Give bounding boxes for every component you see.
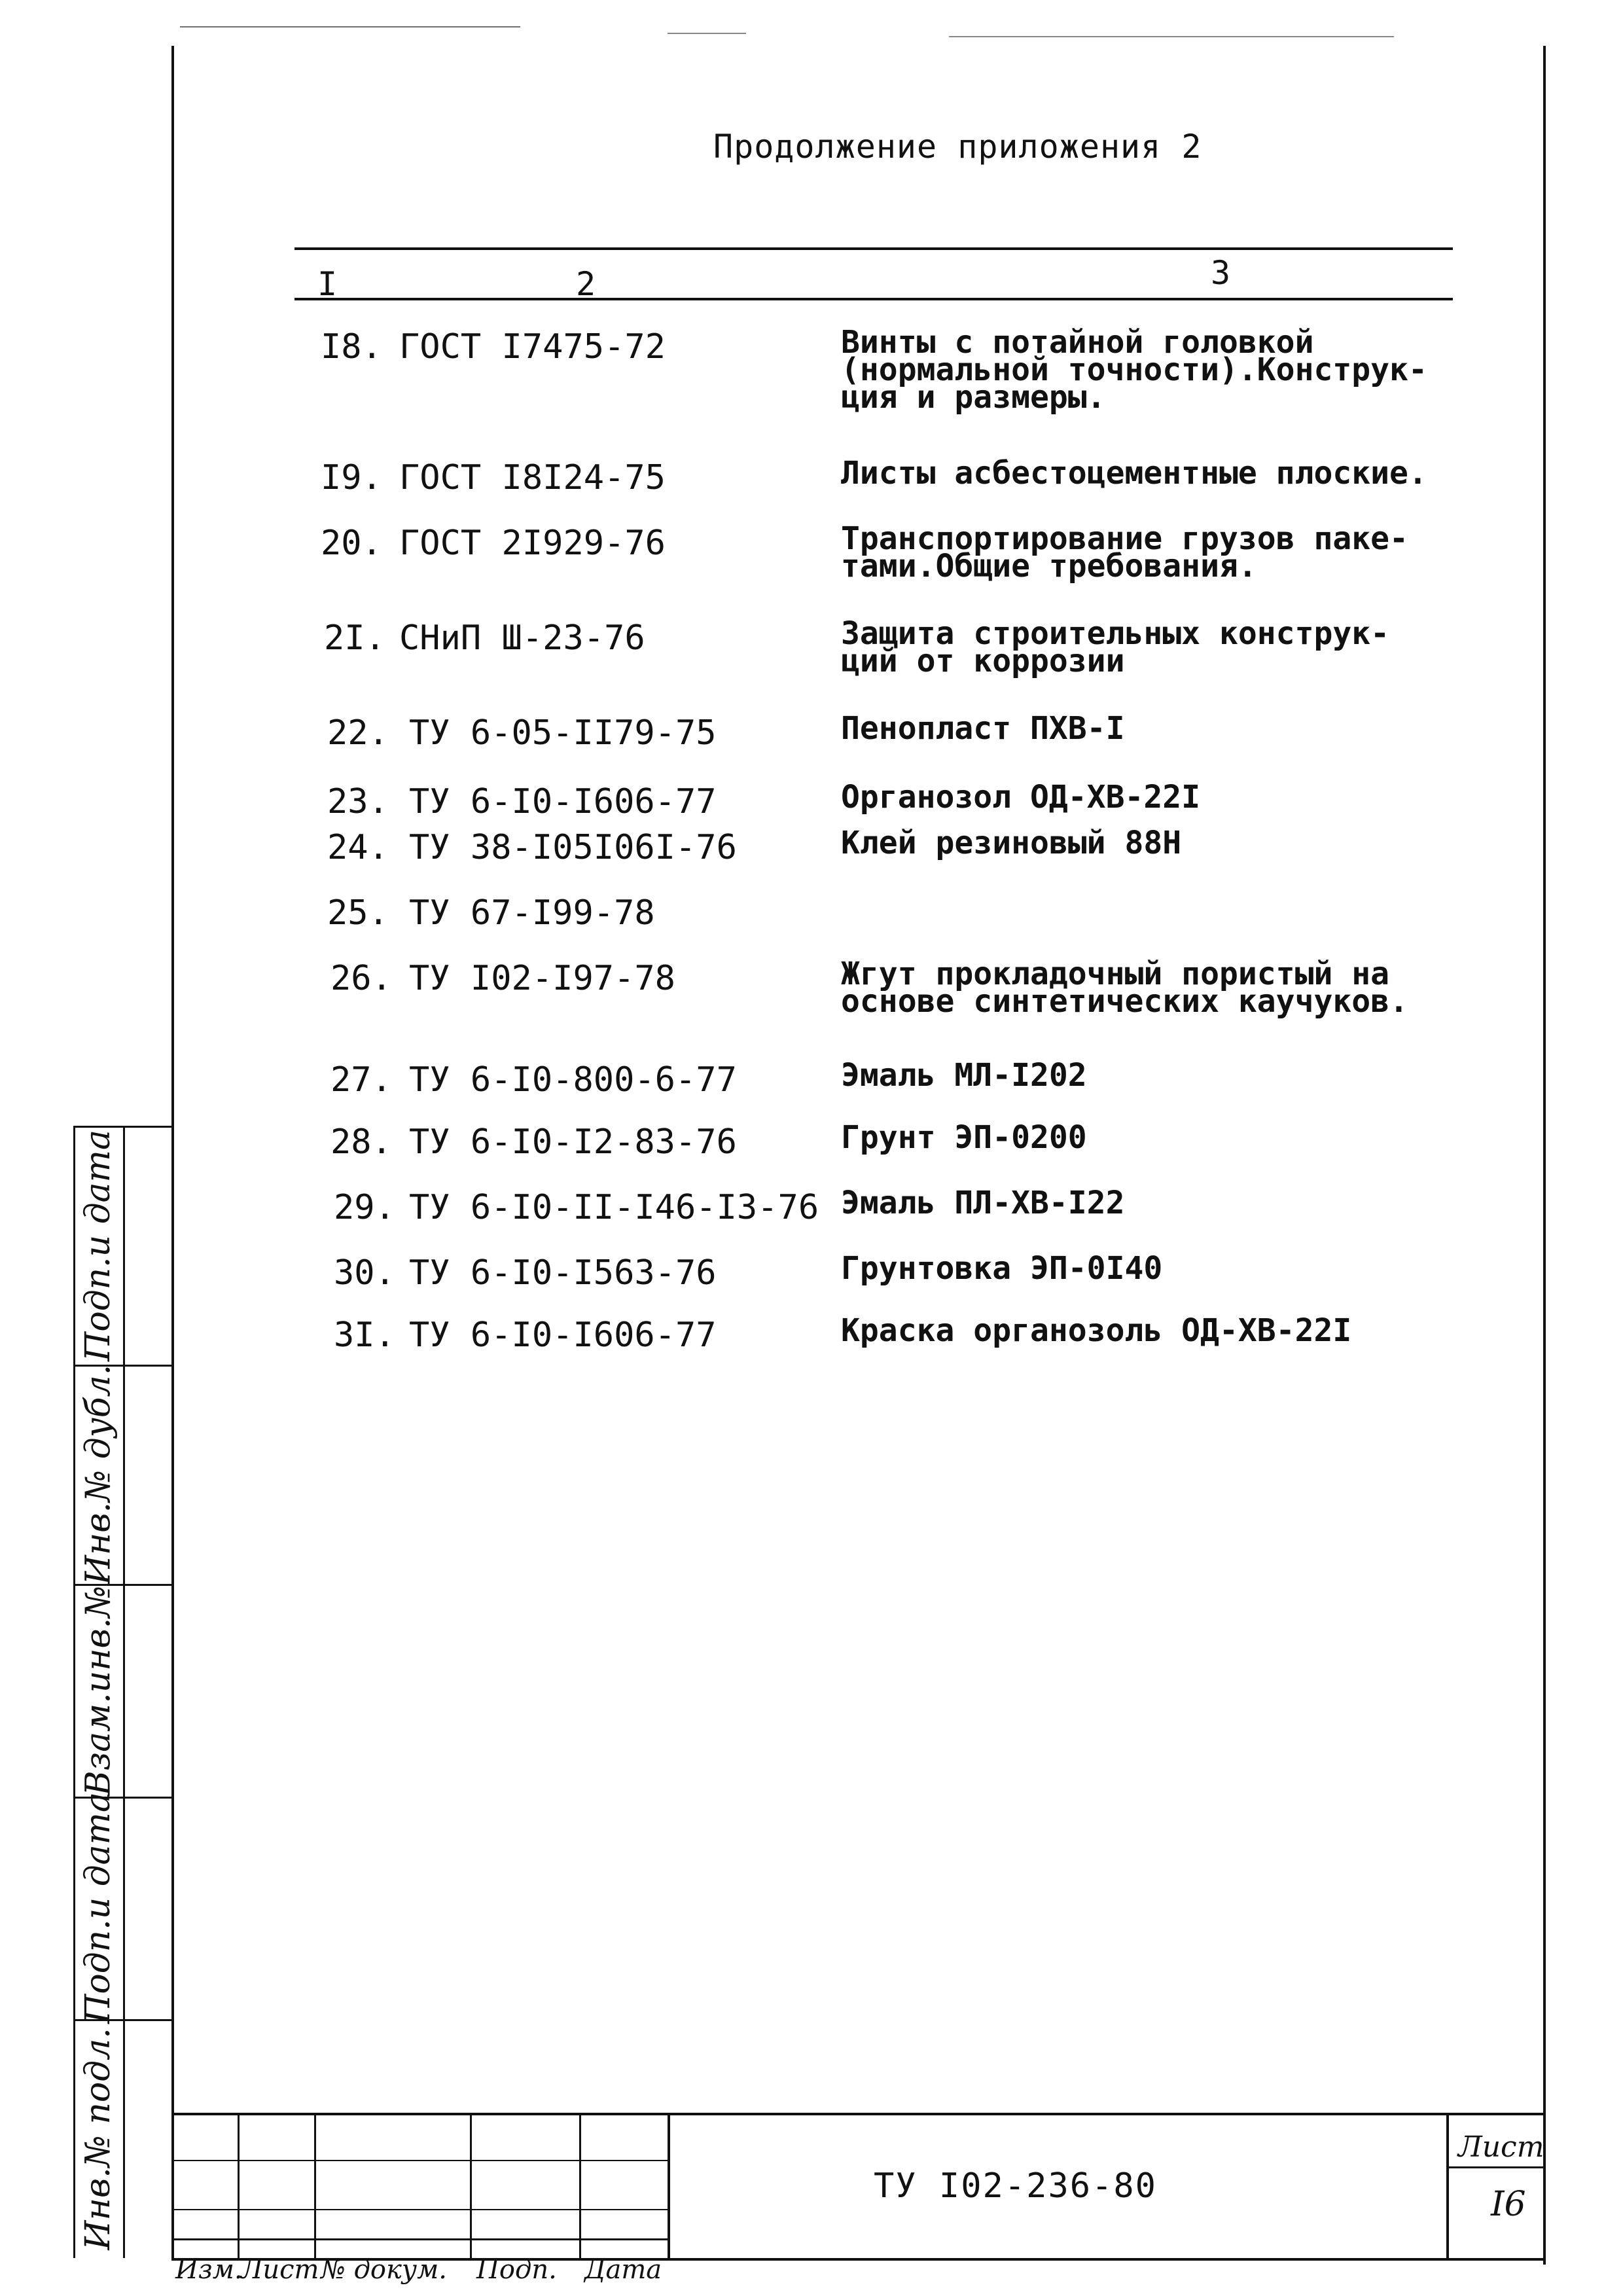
standard-code: ТУ 6-I0-I606-77 (409, 1316, 717, 1355)
standard-code: СНиП Ш-23-76 (399, 619, 645, 658)
description-line: ция и размеры. (841, 379, 1106, 416)
description-line: Пенопласт ПХВ-I (841, 710, 1125, 747)
description-line: Грунт ЭП-0200 (841, 1119, 1087, 1156)
description (841, 324, 1469, 416)
top-scan-mark (180, 26, 520, 27)
stamp-label-original-inv: Инв.№ подл. (79, 2027, 118, 2250)
description (841, 455, 1469, 492)
titleblock-label-signature: Подп. (476, 2255, 557, 2285)
standard-code: ТУ 6-I0-I563-76 (409, 1253, 717, 1293)
row-number: 28. (330, 1122, 392, 1162)
description (841, 1250, 1469, 1287)
frame-left-border (171, 46, 174, 2258)
description-line: Защита строительных конструк- (841, 615, 1390, 652)
description (841, 710, 1469, 747)
description-line: тами.Общие требования. (841, 548, 1257, 584)
top-scan-mark-2 (668, 33, 746, 34)
page-title: Продолжение приложения 2 (713, 128, 1202, 166)
standard-code: ТУ 6-I0-800-6-77 (409, 1060, 737, 1100)
standard-code: ТУ 6-05-II79-75 (409, 713, 717, 753)
description (841, 1057, 1469, 1094)
standard-code: ТУ 67-I99-78 (409, 893, 655, 933)
description-line: Клей резиновый 88Н (841, 825, 1182, 861)
document-code: ТУ I02-236-80 (874, 2166, 1157, 2206)
titleblock-col-3 (470, 2113, 472, 2260)
description (841, 520, 1469, 584)
description-line: Транспортирование грузов паке- (841, 520, 1408, 557)
description-line: Грунтовка ЭП-0I40 (841, 1250, 1163, 1287)
description (841, 1119, 1469, 1156)
titleblock-sheet-divider (1446, 2166, 1544, 2168)
row-number: 22. (327, 713, 389, 753)
titleblock-top (171, 2113, 1546, 2115)
titleblock-col-2 (314, 2113, 316, 2260)
description-line: Жгут прокладочный пористый на (841, 956, 1390, 992)
stamp-cell-sign-date-2 (73, 1792, 123, 2024)
titleblock-col-6 (1446, 2113, 1449, 2260)
column-header-2: 2 (576, 265, 596, 303)
table-header-rule (294, 298, 1453, 300)
standard-code: ГОСТ I7475-72 (399, 327, 666, 367)
titleblock-row-3 (171, 2238, 669, 2240)
row-number: 2I. (324, 619, 385, 658)
standard-code: ГОСТ I8I24-75 (399, 458, 666, 497)
titleblock-row-1 (171, 2160, 669, 2161)
description (841, 825, 1469, 861)
description-line: (нормальной точности).Конструк- (841, 351, 1427, 388)
standard-code: ТУ 6-I0-I2-83-76 (409, 1122, 737, 1162)
sheet-label: Лист (1458, 2130, 1544, 2164)
stamp-cell-duplicate-inv (73, 1365, 123, 1584)
description-line: Краска органозоль ОД-ХВ-22I (841, 1312, 1352, 1349)
titleblock-col-4 (579, 2113, 581, 2260)
row-number: 25. (327, 893, 389, 933)
stamp-label-sign-date-2: Подп.и дата (79, 1792, 118, 2024)
row-number: 3I. (334, 1316, 395, 1355)
top-scan-mark-3 (949, 36, 1394, 37)
description-line: Винты с потайной головкой (841, 324, 1314, 361)
description-line: ций от коррозии (841, 643, 1125, 679)
description (841, 779, 1469, 816)
row-number: 23. (327, 782, 389, 821)
stamp-inner-divider (123, 1126, 125, 2258)
description (841, 956, 1469, 1020)
titleblock-label-sheet: Лист (241, 2255, 319, 2285)
description-line: Органозол ОД-ХВ-22I (841, 779, 1201, 816)
stamp-cell-replaced-inv (73, 1584, 123, 1797)
description-line: Эмаль ПЛ-ХВ-I22 (841, 1185, 1125, 1221)
stamp-label-sign-date-1: Подп.и дата (79, 1129, 118, 1361)
sheet-number: I6 (1491, 2185, 1526, 2224)
row-number: 26. (330, 959, 392, 998)
description (841, 1185, 1469, 1221)
standard-code: ГОСТ 2I929-76 (399, 524, 666, 563)
description (841, 1312, 1469, 1349)
column-header-3: 3 (1211, 254, 1231, 292)
row-number: I9. (321, 458, 382, 497)
stamp-cell-original-inv (73, 2019, 123, 2258)
titleblock-col-1 (238, 2113, 240, 2260)
description-line: Листы асбестоцементные плоские. (841, 455, 1427, 492)
table-top-rule (294, 247, 1453, 250)
standard-code: ТУ I02-I97-78 (409, 959, 675, 998)
description (841, 615, 1469, 679)
column-header-1: I (317, 265, 338, 303)
standard-code: ТУ 38-I05I06I-76 (409, 828, 737, 867)
row-number: 27. (330, 1060, 392, 1100)
standard-code: ТУ 6-I0-II-I46-I3-76 (409, 1188, 819, 1227)
stamp-label-replaced-inv: Взам.инв.№ (79, 1585, 118, 1795)
row-number: 20. (321, 524, 382, 563)
frame-right-border (1543, 46, 1546, 2265)
stamp-cell-sign-date-1 (73, 1126, 123, 1365)
row-number: 24. (327, 828, 389, 867)
titleblock-row-2 (171, 2209, 669, 2210)
titleblock-label-change: Изм. (175, 2255, 243, 2285)
row-number: 30. (334, 1253, 395, 1293)
standard-code: ТУ 6-I0-I606-77 (409, 782, 717, 821)
row-number: I8. (321, 327, 382, 367)
description-line: основе синтетических каучуков. (841, 983, 1408, 1020)
titleblock-label-date: Дата (584, 2255, 662, 2285)
row-number: 29. (334, 1188, 395, 1227)
stamp-label-duplicate-inv: Инв.№ дубл. (79, 1364, 118, 1585)
titleblock-col-5 (668, 2113, 670, 2260)
description-line: Эмаль МЛ-I202 (841, 1057, 1087, 1094)
titleblock-label-document: № докум. (321, 2255, 447, 2285)
